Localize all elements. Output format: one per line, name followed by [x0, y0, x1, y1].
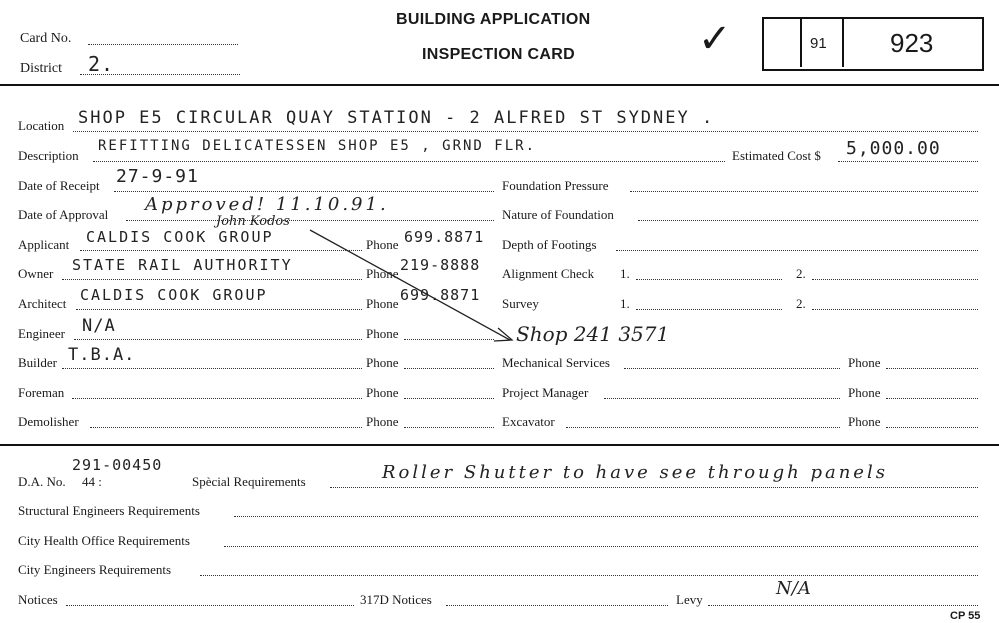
foreman-phone-label: Phone	[366, 385, 399, 400]
mechanical-services-dotline	[624, 368, 840, 369]
mechanical-services-phone-label: Phone	[848, 355, 881, 370]
foreman-label: Foreman	[18, 385, 65, 400]
foreman-phone-dotline	[404, 398, 494, 399]
architect-label: Architect	[18, 296, 67, 311]
architect-phone-label: Phone	[366, 296, 399, 311]
structural-engineers-dotline	[234, 516, 978, 517]
da-number-prefix: 44 :	[82, 474, 102, 489]
special-requirements-label: Spècial Requirements	[192, 474, 306, 489]
excavator-dotline	[566, 427, 840, 428]
date-of-receipt-label: Date of Receipt	[18, 178, 100, 193]
excavator-phone-dotline	[886, 427, 978, 428]
applicant-value: CALDIS COOK GROUP	[86, 228, 274, 246]
district-value: 2.	[88, 52, 115, 76]
foundation-pressure-label: Foundation Pressure	[502, 178, 609, 193]
builder-dotline	[62, 368, 362, 369]
applicant-label: Applicant	[18, 237, 70, 252]
form-code: CP 55	[950, 610, 981, 622]
builder-phone-label: Phone	[366, 355, 399, 370]
foreman-dotline	[72, 398, 362, 399]
mechanical-services-label: Mechanical Services	[502, 355, 610, 370]
notices-317d-label: 317D Notices	[360, 592, 432, 607]
structural-engineers-label: Structural Engineers Requirements	[18, 503, 200, 518]
levy-label: Levy	[676, 592, 703, 607]
engineer-phone-label: Phone	[366, 326, 399, 341]
date-of-approval-value: Approved! 11.10.91.	[145, 194, 389, 215]
card-no-label: Card No.	[20, 31, 72, 46]
city-engineers-dotline	[200, 575, 978, 576]
notices-dotline	[66, 605, 354, 606]
excavator-label: Excavator	[502, 414, 555, 429]
estimated-cost-value: 5,000.00	[846, 138, 941, 159]
demolisher-label: Demolisher	[18, 414, 79, 429]
alignment-check-2: 2.	[796, 266, 806, 281]
project-manager-label: Project Manager	[502, 385, 589, 400]
project-manager-dotline	[604, 398, 840, 399]
architect-phone-value: 699.8871	[400, 286, 481, 304]
alignment-check-label: Alignment Check	[502, 266, 595, 281]
lower-section-divider	[0, 444, 999, 446]
survey-2: 2.	[796, 296, 806, 311]
form-title-line1: BUILDING APPLICATION	[396, 11, 591, 28]
owner-value: STATE RAIL AUTHORITY	[72, 256, 293, 274]
applicant-phone-label: Phone	[366, 237, 399, 252]
estimated-cost-label: Estimated Cost $	[732, 148, 821, 163]
owner-phone-value: 219-8888	[400, 256, 481, 274]
survey-1: 1.	[620, 296, 630, 311]
demolisher-dotline	[90, 427, 362, 428]
builder-label: Builder	[18, 355, 57, 370]
survey-label: Survey	[502, 296, 539, 311]
shop-phone-note: Shop 241 3571	[516, 322, 670, 346]
city-health-label: City Health Office Requirements	[18, 533, 190, 548]
project-manager-phone-dotline	[886, 398, 978, 399]
date-of-receipt-value: 27-9-91	[116, 166, 199, 187]
alignment-check-1: 1.	[620, 266, 630, 281]
architect-value: CALDIS COOK GROUP	[80, 286, 268, 304]
location-label: Location	[18, 118, 65, 133]
owner-label: Owner	[18, 266, 54, 281]
excavator-phone-label: Phone	[848, 414, 881, 429]
engineer-value: N/A	[82, 316, 116, 336]
special-requirements-value: Roller Shutter to have see through panels	[382, 462, 888, 483]
special-requirements-dotline	[330, 487, 978, 488]
builder-phone-dotline	[404, 368, 494, 369]
applicant-phone-value: 699.8871	[404, 228, 485, 246]
demolisher-phone-dotline	[404, 427, 494, 428]
date-of-approval-label: Date of Approval	[18, 207, 109, 222]
da-number-label: D.A. No.	[18, 474, 66, 489]
district-label: District	[20, 61, 62, 76]
da-number-value: 291-00450	[72, 456, 163, 474]
depth-of-footings-label: Depth of Footings	[502, 237, 597, 252]
form-title-line2: INSPECTION CARD	[422, 46, 575, 63]
owner-phone-label: Phone	[366, 266, 399, 281]
applicant-contact-note: John Kodos	[216, 214, 290, 229]
demolisher-phone-label: Phone	[366, 414, 399, 429]
engineer-label: Engineer	[18, 326, 65, 341]
nature-of-foundation-label: Nature of Foundation	[502, 207, 614, 222]
project-manager-phone-label: Phone	[848, 385, 881, 400]
check-mark-icon: ✓	[698, 16, 732, 62]
description-value: REFITTING DELICATESSEN SHOP E5 , GRND FLR.	[98, 138, 537, 154]
levy-value: N/A	[776, 578, 811, 599]
city-engineers-label: City Engineers Requirements	[18, 562, 172, 577]
notices-label: Notices	[18, 592, 58, 607]
card-number: 923	[890, 28, 934, 58]
description-label: Description	[18, 148, 79, 163]
mechanical-services-phone-dotline	[886, 368, 978, 369]
notices-317d-dotline	[446, 605, 668, 606]
builder-value: T.B.A.	[68, 345, 136, 365]
location-value: SHOP E5 CIRCULAR QUAY STATION - 2 ALFRED ST SYDNEY .	[78, 108, 715, 128]
card-year: 91	[810, 35, 827, 52]
levy-dotline	[708, 605, 978, 606]
city-health-dotline	[224, 546, 978, 547]
